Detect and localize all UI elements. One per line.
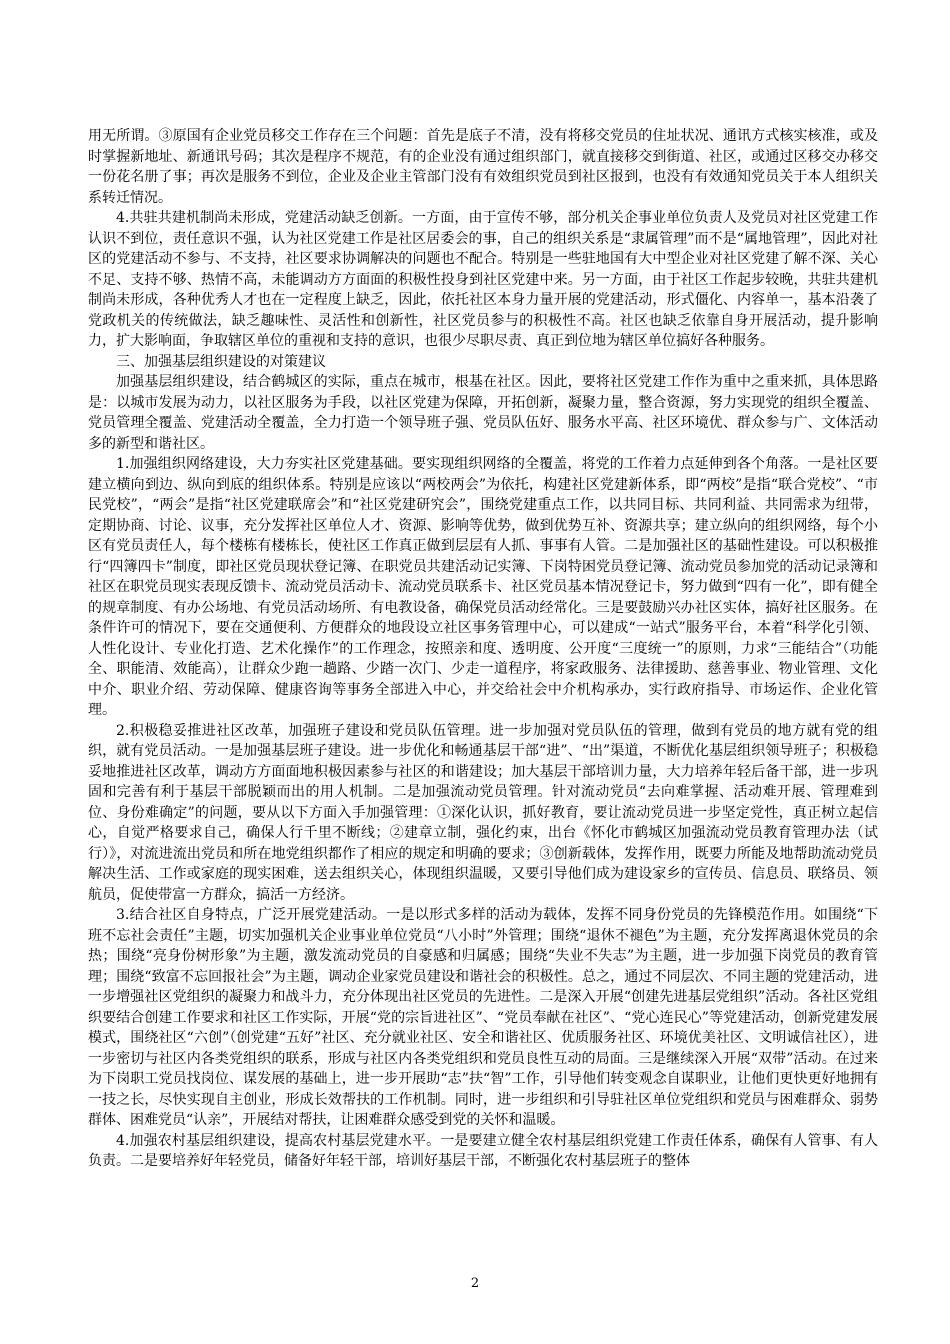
page-number: 2 (470, 1276, 480, 1291)
paragraph-item-4-mechanism: 4.共驻共建机制尚未形成，党建活动缺乏创新。一方面，由于宣传不够，部分机关企事业单位负责人及党员对社区党建工作认识不到位，责任意识不强，认为社区党建工作是社区居委会的事，自己的组织关系是“隶属管理”而不是“属地管理”，因此对社区的党建活动不参与、不支持，社区要求协调解决的问题也不配合。特别是一些驻地国有大中型企业对社区党建了解不深、关心不足、支持不够、热情不高，未能调动方方面面的积极性投身到社区党建中来。另一方面，由于社区工作起步较晚，共驻共建机制尚未形成，各种优秀人才也在一定程度上缺乏，因此，依托社区本身力量开展的党建活动，形式僵化、内容单一，基本沿袭了党政机关的传统做法，缺乏趣味性、灵活性和创新性，社区党员参与的积极性不高。社区也缺乏依靠自身开展活动，提升影响力，扩大影响面，争取辖区单位的重视和支持的意识，也很少尽职尽责、真正到位地为辖区单位搞好各种服务。 (88, 210, 878, 349)
paragraph-suggestion-3: 3.结合社区自身特点，广泛开展党建活动。一是以形式多样的活动为载体，发挥不同身份党员的先锋模范作用。如围绕“下班不忘社会责任”主题，切实加强机关企业事业单位党员“八小时”外管理；围绕“退休不褪色”为主题，充分发挥离退休党员的余热；围绕“亮身份树形象”为主题，激发流动党员的自豪感和归属感；围绕“失业不失志”为主题，进一步加强下岗党员的教育管理；围绕“致富不忘回报社会”为主题，调动企业家党员建设和谐社会的积极性。总之，通过不同层次、不同主题的党建活动，进一步增强社区党组织的凝聚力和战斗力，充分体现出社区党员的先进性。二是深入开展“创建先进基层党组织”活动。各社区党组织要结合创建工作要求和社区工作实际，开展“党的宗旨进社区”、“党员奉献在社区”、“党心连民心”等党建活动，创新党建发展模式，围绕社区“六创”（创党建“五好”社区、充分就业社区、安全和谐社区、优质服务社区、环境优美社区、文明诚信社区），进一步密切与社区内各类党组织的联系，形成与社区内各类党组织和党员良性互动的局面。三是继续深入开展“双带”活动。在过来为下岗职工党员找岗位、谋发展的基础上，进一步开展助“志”扶“智”工作，引导他们转变观念自谋职业，让他们更快更好地拥有一技之长，尽快实现自主创业，形成长效帮扶的工作机制。同时，进一步组织和引导驻社区单位党组织和党员与困难群众、弱势群体、困难党员“认亲”，开展结对帮扶，让困难群众感受到党的关怀和温暖。 (88, 907, 878, 1128)
paragraph-section-intro: 加强基层组织建设，结合鹤城区的实际，重点在城市，根基在社区。因此，要将社区党建工作作为重中之重来抓，具体思路是：以城市发展为动力，以社区服务为手段，以社区党建为保障，开拓创新，凝聚力量，整合资源，努力实现党的组织全覆盖、党员管理全覆盖、党建活动全覆盖，全力打造一个领导班子强、党员队伍好、服务水平高、社区环境优、群众参与广、文体活动多的新型和谐社区。 (88, 374, 878, 452)
document-body (88, 126, 878, 1172)
paragraph-suggestion-2: 2.积极稳妥推进社区改革，加强班子建设和党员队伍管理。进一步加强对党员队伍的管理，做到有党员的地方就有党的组织，就有党员活动。一是加强基层班子建设。进一步优化和畅通基层干部“进”、“出”渠道，不断优化基层组织领导班子；积极稳妥地推进社区改革，调动方方面面地积极因素参与社区的和谐建设；加大基层干部培训力量，大力培养年轻后备干部，进一步巩固和完善有利于基层干部脱颖而出的用人机制。二是加强流动党员管理。针对流动党员“去向难掌握、活动难开展、管理难到位、身份难确定”的问题，要从以下方面入手加强管理：①深化认识，抓好教育，要让流动党员进一步坚定党性，真正树立起信心，自觉严格要求自己，确保人行千里不断线；②建章立制，强化约束，出台《怀化市鹤城区加强流动党员教育管理办法（试行）》，对流进流出党员和所在地党组织都作了相应的规定和明确的要求；③创新载体，发挥作用，既要力所能及地帮助流动党员解决生活、工作或家庭的现实困难，送去组织关心，体现组织温暖，又要引导他们成为建设家乡的宣传员、信息员、联络员、领航员，促使带富一方群众，搞活一方经济。 (88, 722, 878, 903)
paragraph-suggestion-4: 4.加强农村基层组织建设，提高农村基层党建水平。一是要建立健全农村基层组织党建工作责任体系，确保有人管事、有人负责。二是要培养好年轻党员，储备好年轻干部，培训好基层干部，不断强化农村基层班子的整体 (88, 1132, 878, 1169)
paragraph-suggestion-1: 1.加强组织网络建设，大力夯实社区党建基础。要实现组织网络的全覆盖，将党的工作着力点延伸到各个角落。一是社区要建立横向到边、纵向到底的组织体系。特别是应该以“两校两会”为依托，构建社区党建新体系，即“两校”是指“联合党校”、“市民党校”，“两会”是指“社区党建联席会”和“社区党建研究会”，围绕党建重点工作，以共同目标、共同利益、共同需求为纽带，定期协商、讨论、议事，充分发挥社区单位人才、资源、影响等优势，做到优势互补、资源共享；建立纵向的组织网络，每个小区有党员责任人，每个楼栋有楼栋长，使社区工作真正做到层层有人抓、事事有人管。二是加强社区的基础性建设。可以积极推行“四簿四卡”制度，即社区党员现状登记簿、在职党员共建活动记实簿、下岗特困党员登记簿、流动党员参加党的活动记录簿和社区在职党员现实表现反馈卡、流动党员活动卡、流动党员联系卡、社区党员基本情况登记卡，努力做到“四有一化”，即有健全的规章制度、有办公场地、有党员活动场所、有电教设备，确保党员活动经常化。三是要鼓励兴办社区实体，搞好社区服务。在条件许可的情况下，要在交通便利、方便群众的地段设立社区事务管理中心，可以建成“一站式”服务平台，本着“科学化引领、人性化设计、专业化打造、艺术化操作”的工作理念，按照亲和度、透明度、公开度“三度统一”的原则，力求“三能结合”（功能全、职能清、效能高），让群众少跑一趟路、少踏一次门、少走一道程序，将家政服务、法律援助、慈善事业、物业管理、文化中介、职业介绍、劳动保障、健康咨询等事务全部进入中心，并交给社会中介机构承办，实行政府指导、市场运作、企业化管理。 (88, 456, 878, 718)
section-heading: 三、加强基层组织建设的对策建议 (116, 353, 326, 370)
paragraph-continuation: 用无所谓。③原国有企业党员移交工作存在三个问题：首先是底子不清，没有将移交党员的住址状况、通讯方式核实核准，或及时掌握新地址、新通讯号码；其次是程序不规范，有的企业没有通过组织部门，就直接移交到街道、社区，或通过区移交办移交一份花名册了事；再次是服务不到位，企业及企业主管部门没有有效组织党员到社区报到，也没有有效通知党员关于本人组织关系转迁情况。 (88, 128, 878, 206)
